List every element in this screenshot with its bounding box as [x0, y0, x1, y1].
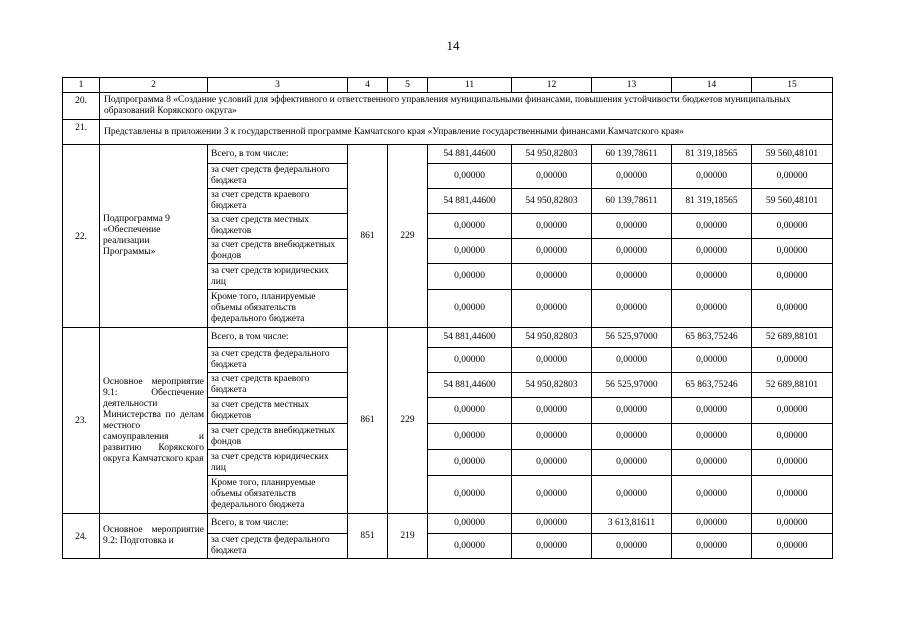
- amount-cell: 0,00000: [672, 264, 752, 290]
- funding-source-label: за счет средств внебюджетных фондов: [208, 424, 348, 450]
- amount-cell: 0,00000: [672, 290, 752, 328]
- header-cell: 1: [63, 78, 100, 93]
- row-number: 21.: [63, 120, 100, 145]
- amount-cell: 0,00000: [428, 534, 512, 559]
- amount-cell: 0,00000: [592, 164, 672, 189]
- row-number: 22.: [63, 145, 100, 328]
- code-col5: 229: [388, 145, 428, 328]
- amount-cell: 59 560,48101: [752, 189, 833, 214]
- amount-cell: 56 525,97000: [592, 373, 672, 398]
- amount-cell: 0,00000: [512, 239, 592, 264]
- funding-source-label: за счет средств федерального бюджета: [208, 534, 348, 559]
- funding-source-label: за счет средств федерального бюджета: [208, 164, 348, 189]
- code-col4: 861: [348, 328, 388, 514]
- funding-source-label: за счет средств краевого бюджета: [208, 189, 348, 214]
- amount-cell: 0,00000: [752, 514, 833, 534]
- header-cell: 3: [208, 78, 348, 93]
- amount-cell: 65 863,75246: [672, 373, 752, 398]
- program-name: Основное мероприятие 9.1: Обеспечение деятельности Министерства по делам местного самоуправления и развитию Корякского округа Камчатского края: [100, 328, 208, 514]
- amount-cell: 0,00000: [512, 534, 592, 559]
- table-row: [63, 145, 833, 164]
- amount-cell: 0,00000: [428, 514, 512, 534]
- funding-source-label: за счет средств местных бюджетов: [208, 398, 348, 424]
- amount-cell: 0,00000: [512, 450, 592, 476]
- amount-cell: 0,00000: [512, 476, 592, 514]
- amount-cell: 0,00000: [428, 239, 512, 264]
- amount-cell: 0,00000: [592, 424, 672, 450]
- amount-cell: 0,00000: [428, 450, 512, 476]
- funding-source-label: Всего, в том числе:: [208, 328, 348, 348]
- amount-cell: 0,00000: [592, 239, 672, 264]
- header-cell: 5: [388, 78, 428, 93]
- amount-cell: 0,00000: [512, 514, 592, 534]
- program-name: Подпрограмма 9 «Обеспечение реализации Программы»: [100, 145, 208, 328]
- amount-cell: 0,00000: [752, 398, 833, 424]
- funding-source-label: Всего, в том числе:: [208, 145, 348, 164]
- amount-cell: 0,00000: [592, 476, 672, 514]
- amount-cell: 0,00000: [752, 534, 833, 559]
- amount-cell: 0,00000: [752, 264, 833, 290]
- amount-cell: 0,00000: [428, 164, 512, 189]
- funding-source-label: Кроме того, планируемые объемы обязательств федерального бюджета: [208, 290, 348, 328]
- amount-cell: 0,00000: [752, 164, 833, 189]
- amount-cell: 54 950,82803: [512, 145, 592, 164]
- amount-cell: 0,00000: [752, 424, 833, 450]
- amount-cell: 0,00000: [512, 424, 592, 450]
- amount-cell: 0,00000: [752, 290, 833, 328]
- amount-cell: 59 560,48101: [752, 145, 833, 164]
- table-row: [63, 93, 833, 120]
- amount-cell: 0,00000: [752, 450, 833, 476]
- amount-cell: 0,00000: [592, 450, 672, 476]
- table-row: [63, 120, 833, 145]
- amount-cell: 0,00000: [672, 534, 752, 559]
- funding-source-label: Всего, в том числе:: [208, 514, 348, 534]
- row-number: 24.: [63, 514, 100, 559]
- program-name: Основное мероприятие 9.2: Подготовка и: [100, 514, 208, 559]
- amount-cell: 54 950,82803: [512, 189, 592, 214]
- table-row: [63, 328, 833, 348]
- amount-cell: 0,00000: [672, 424, 752, 450]
- amount-cell: 0,00000: [672, 348, 752, 373]
- amount-cell: 0,00000: [592, 398, 672, 424]
- amount-cell: 0,00000: [512, 214, 592, 239]
- row-number: 20.: [63, 93, 100, 120]
- funding-source-label: за счет средств местных бюджетов: [208, 214, 348, 239]
- amount-cell: 54 950,82803: [512, 373, 592, 398]
- amount-cell: 0,00000: [752, 214, 833, 239]
- amount-cell: 65 863,75246: [672, 328, 752, 348]
- amount-cell: 0,00000: [428, 290, 512, 328]
- amount-cell: 0,00000: [672, 214, 752, 239]
- amount-cell: 0,00000: [672, 164, 752, 189]
- amount-cell: 0,00000: [592, 290, 672, 328]
- funding-source-label: Кроме того, планируемые объемы обязательств федерального бюджета: [208, 476, 348, 514]
- amount-cell: 0,00000: [428, 348, 512, 373]
- amount-cell: 52 689,88101: [752, 328, 833, 348]
- amount-cell: 0,00000: [428, 476, 512, 514]
- reference-text: Представлены в приложении 3 к государственной программе Камчатского края «Управление государственными финансами Камчатского края»: [100, 120, 833, 145]
- amount-cell: 0,00000: [512, 348, 592, 373]
- funding-source-label: за счет средств краевого бюджета: [208, 373, 348, 398]
- amount-cell: 0,00000: [512, 264, 592, 290]
- code-col4: 851: [348, 514, 388, 559]
- amount-cell: 0,00000: [428, 264, 512, 290]
- row-number: 23.: [63, 328, 100, 514]
- amount-cell: 0,00000: [672, 514, 752, 534]
- amount-cell: 0,00000: [592, 534, 672, 559]
- amount-cell: 0,00000: [672, 450, 752, 476]
- header-cell: 4: [348, 78, 388, 93]
- table-row: [63, 514, 833, 534]
- amount-cell: 0,00000: [428, 214, 512, 239]
- amount-cell: 0,00000: [512, 290, 592, 328]
- header-cell: 12: [512, 78, 592, 93]
- amount-cell: 0,00000: [592, 348, 672, 373]
- funding-source-label: за счет средств юридических лиц: [208, 264, 348, 290]
- header-cell: 15: [752, 78, 833, 93]
- amount-cell: 0,00000: [752, 476, 833, 514]
- amount-cell: 0,00000: [752, 239, 833, 264]
- amount-cell: 0,00000: [428, 398, 512, 424]
- code-col4: 861: [348, 145, 388, 328]
- amount-cell: 60 139,78611: [592, 145, 672, 164]
- amount-cell: 54 881,44600: [428, 328, 512, 348]
- amount-cell: 0,00000: [428, 424, 512, 450]
- header-cell: 14: [672, 78, 752, 93]
- amount-cell: 56 525,97000: [592, 328, 672, 348]
- amount-cell: 54 950,82803: [512, 328, 592, 348]
- funding-source-label: за счет средств федерального бюджета: [208, 348, 348, 373]
- code-col5: 229: [388, 328, 428, 514]
- amount-cell: 54 881,44600: [428, 145, 512, 164]
- page-number: 14: [446, 38, 460, 53]
- amount-cell: 54 881,44600: [428, 189, 512, 214]
- amount-cell: 0,00000: [672, 239, 752, 264]
- amount-cell: 54 881,44600: [428, 373, 512, 398]
- amount-cell: 0,00000: [672, 398, 752, 424]
- funding-source-label: за счет средств внебюджетных фондов: [208, 239, 348, 264]
- amount-cell: 60 139,78611: [592, 189, 672, 214]
- amount-cell: 0,00000: [512, 164, 592, 189]
- amount-cell: 3 613,81611: [592, 514, 672, 534]
- amount-cell: 0,00000: [672, 476, 752, 514]
- subprogram-title: Подпрограмма 8 «Создание условий для эффективного и ответственного управления муниципальными финансами, повышения устойчивости бюджетов муниципальных образований Корякского округа»: [100, 93, 833, 120]
- header-row: [63, 78, 833, 93]
- header-cell: 2: [100, 78, 208, 93]
- amount-cell: 0,00000: [512, 398, 592, 424]
- budget-table: [62, 77, 833, 559]
- amount-cell: 0,00000: [592, 264, 672, 290]
- header-cell: 13: [592, 78, 672, 93]
- amount-cell: 0,00000: [752, 348, 833, 373]
- funding-source-label: за счет средств юридических лиц: [208, 450, 348, 476]
- code-col5: 219: [388, 514, 428, 559]
- amount-cell: 81 319,18565: [672, 189, 752, 214]
- header-cell: 11: [428, 78, 512, 93]
- amount-cell: 81 319,18565: [672, 145, 752, 164]
- amount-cell: 52 689,88101: [752, 373, 833, 398]
- amount-cell: 0,00000: [592, 214, 672, 239]
